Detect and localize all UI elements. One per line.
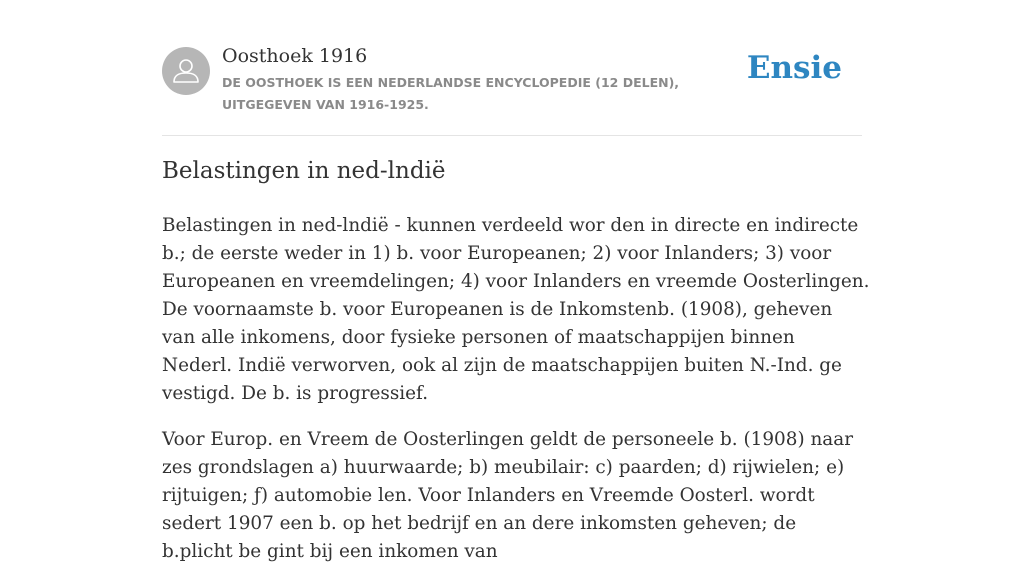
brand-logo[interactable]: Ensie [746,50,842,86]
source-header [162,0,862,136]
source-description: DE OOSTHOEK IS EEN NEDERLANDSE ENCYCLOPEDIE (12 DELEN), UITGEGEVEN VAN 1916-1925. [222,75,680,112]
avatar[interactable] [162,47,210,95]
article-body [162,212,870,584]
source-title[interactable]: Oosthoek 1916 [222,45,368,67]
user-icon [162,47,210,95]
article-paragraph: Belastingen in ned-lndië - kunnen verdeeld wor den in directe en indirecte b.; de eerste weder in 1) b. voor Europeanen; 2) voor Inlanders; 3) voor Europeanen en vreemdelingen; 4) voor Inlanders en vreemde Oosterlingen. De voornaamste b. voor Europeanen is de Inkomstenb. (1908), geheven van alle inkomens, door fysieke personen of maatschappijen binnen Nederl. Indië verworven, ook al zijn de maatschappijen buiten N.-Ind. ge vestigd. De b. is progressief. [162,215,870,404]
article-paragraph: Voor Europ. en Vreem de Oosterlingen geldt de personeele b. (1908) naar zes grondslagen a) huurwaarde; b) meubilair: c) paarden; d) rijwielen; e) rijtuigen; ƒ) automobie len. Voor Inlanders en Vreemde Oosterl. wordt sedert 1907 een b. op het bedrijf en an dere inkomsten geheven; de b.plicht be gint bij een inkomen van [162,429,854,562]
article-title: Belastingen in ned-lndië [162,158,446,184]
page [162,0,870,562]
